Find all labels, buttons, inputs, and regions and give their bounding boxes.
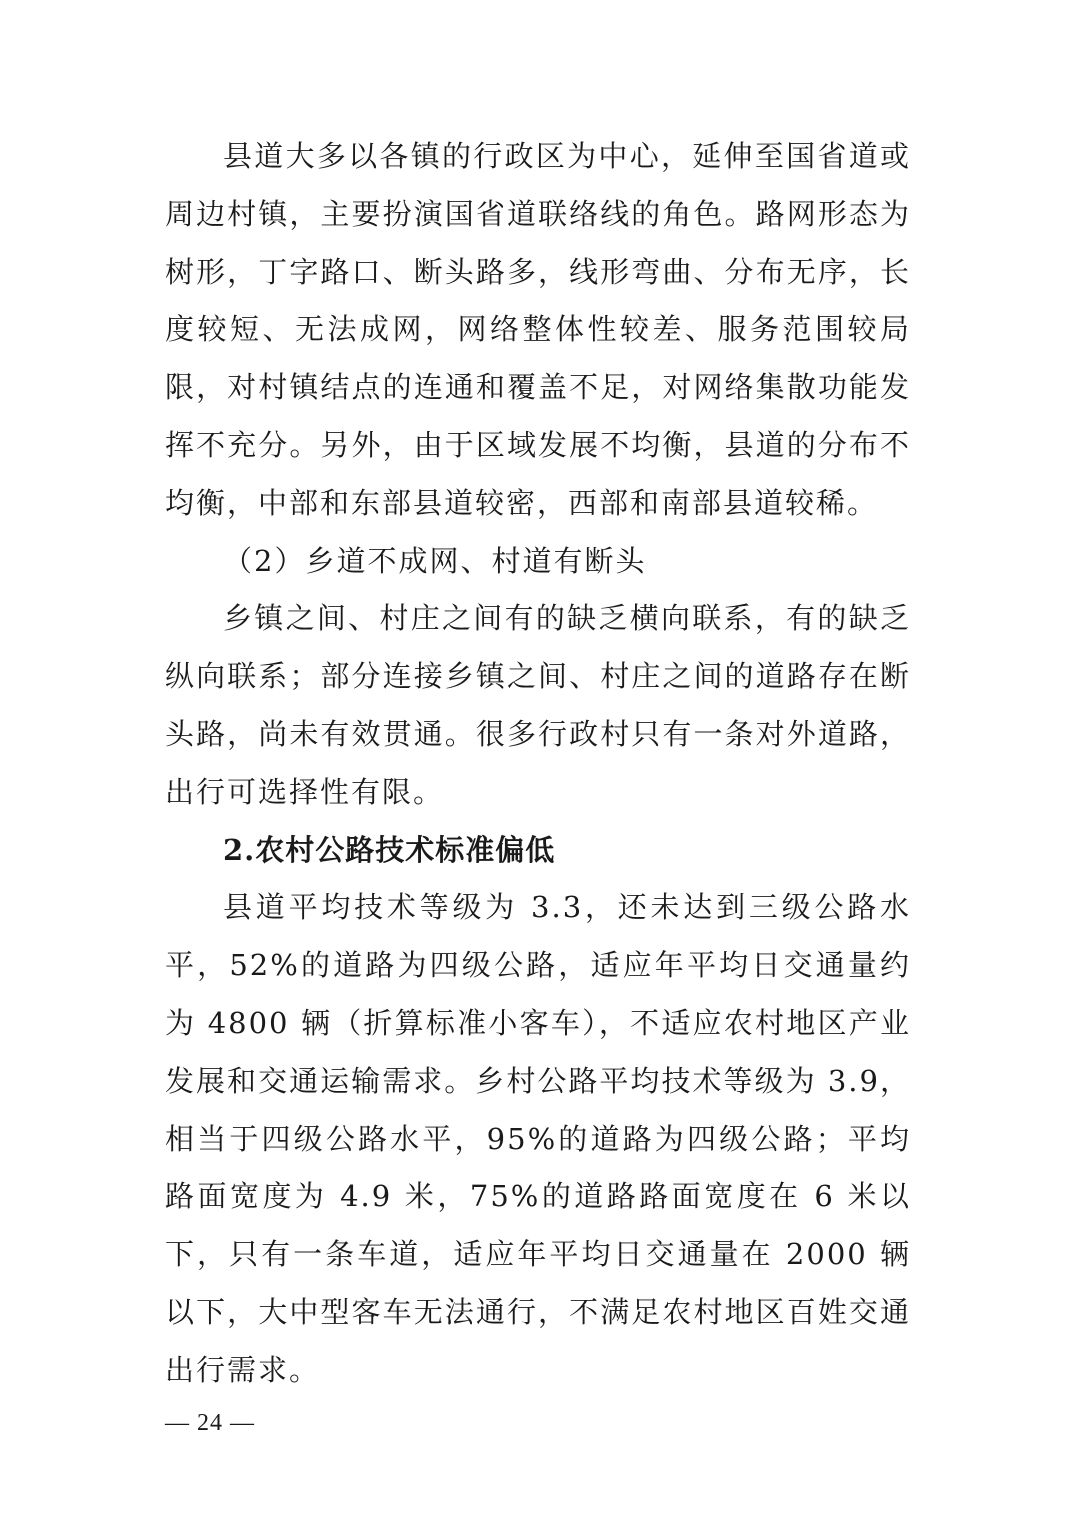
paragraph-township-village-roads: 乡镇之间、村庄之间有的缺乏横向联系，有的缺乏纵向联系；部分连接乡镇之间、村庄之间的道路存在断头路，尚未有效贯通。很多行政村只有一条对外道路，出行可选择性有限。 — [165, 601, 911, 809]
document-page — [165, 128, 911, 1400]
section-heading-technical-standards: 2.农村公路技术标准偏低 — [223, 832, 556, 867]
page-number: — 24 — — [165, 1410, 255, 1436]
paragraph-county-roads: 县道大多以各镇的行政区为中心，延伸至国省道或周边村镇，主要扮演国省道联络线的角色。路网形态为树形，丁字路口、断头路多，线形弯曲、分布无序，长度较短、无法成网，网络整体性较差、服务范围较局限，对村镇结点的连通和覆盖不足，对网络集散功能发挥不充分。另外，由于区域发展不均衡，县道的分布不均衡，中部和东部县道较密，西部和南部县道较稀。 — [165, 139, 911, 520]
subheading-township-roads: （2）乡道不成网、村道有断头 — [223, 543, 647, 578]
paragraph-technical-standards: 县道平均技术等级为 3.3，还未达到三级公路水平，52%的道路为四级公路，适应年平均日交通量约为 4800 辆（折算标准小客车），不适应农村地区产业发展和交通运输需求。乡村公路平均技术等级为 3.9，相当于四级公路水平，95%的道路为四级公路；平均路面宽度为 4.9 米，75%的道路路面宽度在 6 米以下，只有一条车道，适应年平均日交通量在 2000 辆以下，大中型客车无法通行，不满足农村地区百姓交通出行需求。 — [165, 890, 911, 1387]
